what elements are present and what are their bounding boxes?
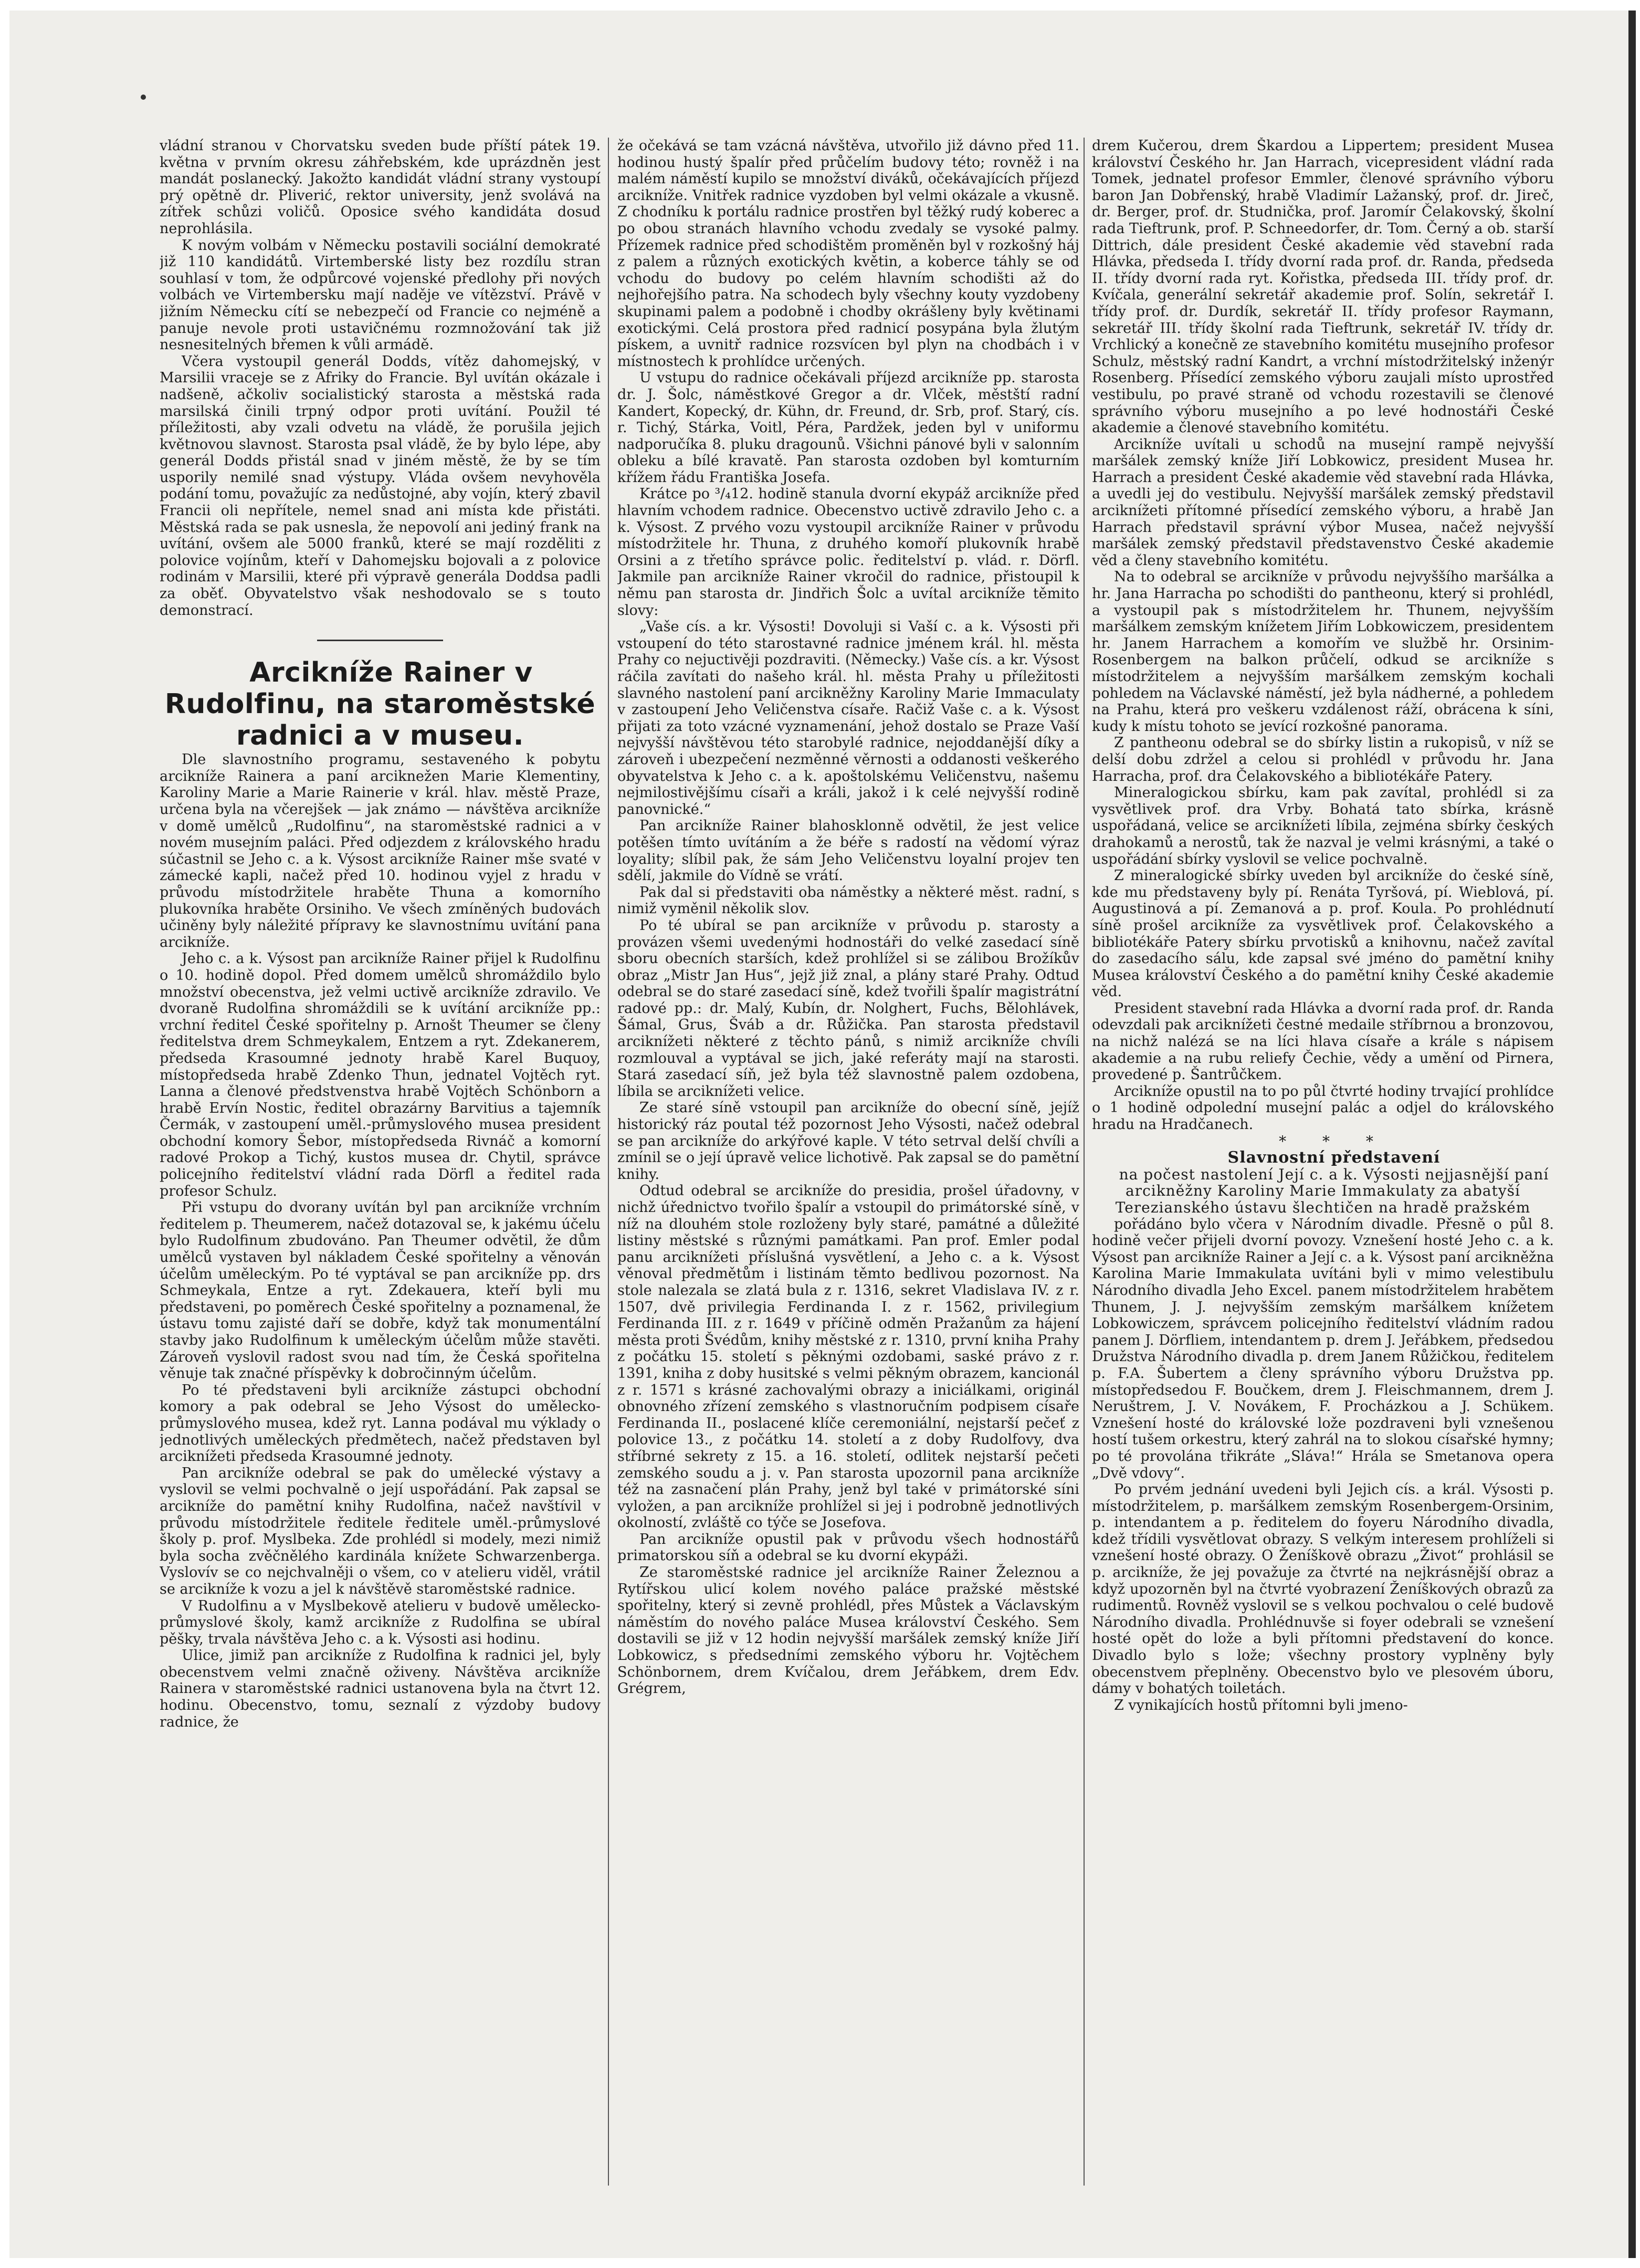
paragraph: pořádáno bylo včera v Národním divadle. Přesně o půl 8. hodině večer přijeli dvorní povozy. Vznešení hosté Jeho c. a k. Výsost pan arcikníže Rainer a Její c. a k. Výsost paní arcikněžna Karolina Marie Immakulata uvítáni byli v mimo velestibulu Národního divadla Jeho Excel. panem místodržitelem hrabětem Thunem, J. J. nejvyšším zemským maršálkem knížetem Lobkowiczem, správcem policejního ředitelství vládním radou panem J. Dörfliem, intendantem p. drem J. Jeřábkem, předsedou Družstva Národního divadla p. drem Janem Růžičkou, ředitelem p. F.A. Šubertem a členy správního výboru Družstva pp. místopředsedou F. Boučkem, drem J. Fleischmannem, drem J. Neruštrem, J. V. Novákem, F. Procházkou a J. Schükem. Vznešení hosté do královské lože pozdraveni byli vznešenou hostí tušem orkestru, který zahrál na to slokou císařské hymny; po té provolána třikráte „Sláva!“ Hrála se Smetanova opera „Dvě vdovy“.	[1092, 1216, 1554, 1481]
paragraph: drem Kučerou, drem Škardou a Lippertem; president Musea království Českého hr. Jan Harrach, vicepresident vládní rada Tomek, jednatel profesor Emmler, členové správního výboru baron Jan Dobřenský, hrabě Vladimír Lažanský, prof. dr. Jireč, dr. Berger, prof. dr. Studnička, prof. Jaromír Čelakovský, školní rada Tieftrunk, prof. P. Schneedorfer, dr. Tom. Černý a ob. starší Dittrich, dále president České akademie věd stavební rada Hlávka, předseda I. třídy dvorní rada prof. dr. Randa, předseda II. třídy dvorní rada ryt. Kořistka, předseda III. třídy prof. dr. Kvíčala, generální sekretář akademie prof. Solín, sekretář I. třídy prof. dr. Durdík, sekretář II. třídy profesor Raymann, sekretář III. třídy školní rada Tieftrunk, sekretář IV. třídy dr. Vrchlický a konečně ze stavebního komitétu musejního profesor Schulz, městský radní Kandrt, a vrchní místodržitelský inženýr Rosenberg. Přísedící zemského výboru zaujali místo uprostřed vestibulu, po pravé straně od vchodu rozestavili se členové správního výboru musejního a po levé hodnostáři České akademie a členové stavebního komitétu.	[1092, 138, 1554, 436]
column-divider	[608, 138, 609, 2186]
paragraph: Po té představeni byli arcikníže zástupci obchodní komory a pak odebral se Jeho Výsost do umělecko-průmyslového musea, kdež ryt. Lanna podával mu výklady o jednotlivých uměleckých předmětech, načež představen byl arciknížeti předseda Krasoumné jednoty.	[160, 1382, 601, 1465]
subhead-description: na počest nastolení Její c. a k. Výsosti nejjasnější paní arcikněžny Karoliny Marie Immakulaty za abatyší Terezianského ústavu šlechtičen na hradě pražském	[1115, 1165, 1549, 1216]
paragraph: Pan arcikníže odebral se pak do umělecké výstavy a vyslovil se velmi pochvalně o její uspořádání. Pak zapsal se arcikníže do pamětní knihy Rudolfina, načež navštívil v průvodu místodržitele ředitele ředitele uměl.-průmyslové školy p. prof. Myslbeka. Zde prohlédl si modely, mezi nimiž byla socha zvěčnělého kardinála knížete Schwarzenberga. Vyslovív se co nejchvalněji o všem, co v atelieru viděl, vrátil se arcikníže k vozu a jel k návštěvě staroměstské radnice.	[160, 1465, 601, 1597]
paragraph: Dle slavnostního programu, sestaveného k pobytu arcikníže Rainera a paní arciknežen Marie Klementiny, Karoliny Marie a Marie Rainerie v král. hlav. městě Praze, určena byla na včerejšek — jak známo — návštěva arcikníže v domě umělců „Rudolfinu“, na staroměstské radnici a v novém musejním paláci. Před odjezdem z královského hradu súčastnil se Jeho c. a k. Výsost arcikníže Rainer mše svaté v zámecké kapli, načež před 10. hodinou vyjel z hradu v průvodu místodržitele hraběte Thuna a komorního plukovníka hraběte Orsiniho. Ve všech zmíněných budovách učiněny byly náležité přípravy ke slavnostnímu uvítání pana arcikníže.	[160, 751, 601, 950]
paragraph: Pan arcikníže Rainer blahosklonně odvětil, že jest velice potěšen tímto uvítáním a že béře s radostí na vědomí výraz loyality; slíbil pak, že sám Jeho Veličenstvu loyalní projev ten sdělí, jakmile do Vídně se vrátí.	[617, 818, 1079, 884]
paragraph: „Vaše cís. a kr. Výsosti! Dovoluji si Vaší c. a k. Výsosti při vstoupení do této starostavné radnice jménem král. hl. města Prahy co nejuctivěji pozdraviti. (Německy.) Vaše cís. a kr. Výsost ráčila zavítati do našeho král. hl. města Prahy u příležitosti slavného nastolení paní arcikněžny Karoliny Marie Immaculaty v zastoupení Jeho Veličenstva císaře. Račiž Vaše c. a k. Výsost přijati za toto vzácné vyznamenání, jehož dostalo se Praze Vaší nejvyšší návštěvou této starobylé radnice, nejoddanější díky a zároveň i ubezpečení nezměnné věrnosti a oddanosti veškerého obyvatelstva k Jeho c. a k. apoštolskému Veličenstvu, našemu nejmilostivějšímu císaři a králi, jakož i k celé nejvyšší rodině panovnické.“	[617, 619, 1079, 818]
paragraph: Jeho c. a k. Výsost pan arcikníže Rainer přijel k Rudolfinu o 10. hodině dopol. Před domem umělců shromáždilo bylo množství obecenstva, jež velmi uctivě arcikníže zdravilo. Ve dvoraně Rudolfina shromáždili se k uvítání arcikníže pp.: vrchní ředitel České spořitelny p. Arnošt Theumer se členy ředitelstva drem Schmeykalem, Entzem a ryt. Zdekanerem, předseda Krasoumné jednoty hrabě Karel Buquoy, místopředseda hrabě Zdenko Thun, jednatel Vojtěch ryt. Lanna a členové předstvenstva hrabě Vojtěch Schönborn a hrabě Ervín Nostic, ředitel obrazárny Barvitius a tajemník Čermák, v zastoupení uměl.-průmyslového musea president obchodní komory Šebor, místopředseda Rivnáč a komorní radové Prokop a Tichý, kustos musea dr. Chytil, správce policejního ředitelství vládní rada Dörfl a ředitel rada profesor Schulz.	[160, 950, 601, 1199]
paragraph: Při vstupu do dvorany uvítán byl pan arcikníže vrchním ředitelem p. Theumerem, načež dotazoval se, k jakému účelu bylo Rudolfinum zbudováno. Pan Theumer odvětil, že dům umělců vystaven byl nákladem České spořitelny a věnován účelům uměleckým. Po té vyptával se pan arcikníže pp. drs Schmeykala, Entze a ryt. Zdekauera, kteří byli mu představeni, po poměrech České spořitelny a poznamenal, že ústavu tomu zajisté daří se dobře, když tak monumentální stavby jako Rudolfinum k uměleckým účelům může stavěti. Zároveň vyslovil radost svou nad tím, že Česká spořitelna věnuje tak značné příspěvky k dobročinným účelům.	[160, 1199, 601, 1382]
paragraph: Odtud odebral se arcikníže do presidia, prošel úřadovny, v nichž úřednictvo tvořilo špalír a vstoupil do primátorské síně, v níž na dlouhém stole rozloženy byly staré, památné a důležité listiny městské s různými památkami. Pan prof. Emler podal panu arciknížeti příslušná vysvětlení, a Jeho c. a k. Výsost věnoval předmětům i listinám těmto bedlivou pozornost. Na stole nalezala se zlatá bula z r. 1316, sekret Vladislava IV. z r. 1507, dvě privilegia Ferdinanda I. z r. 1562, privilegium Ferdinanda III. z r. 1649 v příčině odměn Pražanům za hájení města proti Švédům, knihy městské z r. 1310, první kniha Prahy z počátku 15. století s pěknými ozdobami, saské právo z r. 1391, kniha z doby husitské s velmi pěkným obrazem, kancionál z r. 1571 s krásné zachovalými obrazy a iniciálkami, originál obnovného zřízení zemského s vlastnoručním podpisem císaře Ferdinanda II., poslacené klíče ceremoniální, nejstarší pečeť z polovice 13., z počátku 14. století a z doby Rudolfovy, dva stříbrné sekrety z 15. a 16. století, odlitek nejstarší pečeti zemského soudu a j. v. Pan starosta upozornil pana arcikníže též na zasnačení plán Prahy, jenž byl také v primátorské síni vyložen, a pan arcikníže prohlížel si jej i podrobně jednotlivých okolností, zvláště co týče se Josefova.	[617, 1183, 1079, 1531]
paragraph: Pan arcikníže opustil pak v průvodu všech hodnostářů primatorskou síň a odebral se ku dvorní ekypáži.	[617, 1531, 1079, 1564]
paragraph: V Rudolfinu a v Myslbekově atelieru v budově umělecko-průmyslové školy, kamž arcikníže z Rudolfina se ubíral pěšky, trvala návštěva Jeho c. a k. Výsosti asi hodinu.	[160, 1597, 601, 1647]
paragraph: Pak dal si představiti oba náměstky a některé měst. radní, s nimiž vyměnil několik slov.	[617, 884, 1079, 917]
paragraph: že očekává se tam vzácná návštěva, utvořilo již dávno před 11. hodinou hustý špalír před průčelím budovy této; rovněž i na malém náměstí kupilo se množství diváků, očekávajících příjezd arcikníže. Vnitřek radnice vyzdoben byl velmi okázale a vkusně. Z chodníku k portálu radnice prostřen byl těžký rudý koberec a po obou stranách hlavního vchodu zvedaly se vysoké palmy. Přízemek radnice před schodištěm proměněn byl v rozkošný háj z palem a různých exotických květin, a koberce táhly se od vchodu do budovy po celém hlavním schodišti až do nejhořejšího patra. Na schodech byly všechny kouty vyzdobeny skupinami palem a podobně i chodby okrášleny byly květinami exotickými. Celá prostora před radnicí posypána byla žlutým pískem, a uvnitř radnice rozsvícen byl plyn na chodbách i v místnostech k prohlídce určených.	[617, 138, 1079, 370]
paragraph: Mineralogickou sbírku, kam pak zavítal, prohlédl si za vysvětlivek prof. dra Vrby. Bohatá tato sbírka, krásně uspořádaná, velice se arciknížeti líbila, zejména sbírky českých drahokamů a nerostů, tak že nazval je velmi krásnými, a také o uspořádání sbírky vyslovil se velice pochvalně.	[1092, 785, 1554, 868]
column-3	[1092, 138, 1554, 2186]
page-speck	[141, 95, 146, 100]
paragraph: Včera vystoupil generál Dodds, vítěz dahomejský, v Marsilii vraceje se z Afriky do Francie. Byl uvítán okázale i nadšeně, ačkoliv socialistický starosta a městská rada marsilská činili trpný odpor proti uvítání. Použil té příležitosti, aby vzali odvetu na vládě, že porušila jejich květnovou slavnost. Starosta psal vládě, že by bylo lépe, aby generál Dodds přistál snad v jiném městě, že by se tím usporily nemilé snad výstupy. Vláda ovšem nevyhověla podání tomu, považujíc za nedůstojné, aby vojín, který zbavil Francii oli nepřítele, nemel snad ani místa kde přistáti. Městská rada se pak usnesla, že nepovolí ani jediný frank na uvítání, ovšem ale 5000 franků, které se mají rozděliti z polovice vojínům, kteří v Dahomejsku bojovali a z polovice rodinám v Marsilii, které při výpravě generála Doddsa padli za oběť. Obyvatelstvo však neshodovalo se s touto demonstrací.	[160, 353, 601, 619]
section-rule	[317, 640, 443, 641]
column-2	[617, 138, 1079, 2186]
paragraph: K novým volbám v Německu postavili sociální demokraté již 110 kandidátů. Virtemberské listy bez rozdílu stran souhlasí v tom, že odpůrcové vojenské předlohy při nových volbách ve Virtembersku mají naděje ve vítězství. Právě v jižním Německu cítí se nebezpečí od Francie co nejméně a panuje nevole proti ustavičnému rozmnožování tak již nesnesitelných břemen k vůli armádě.	[160, 237, 601, 353]
paragraph: Arcikníže opustil na to po půl čtvrté hodiny trvající prohlídce o 1 hodině odpolední musejní palác a odjel do královského hradu na Hradčanech.	[1092, 1083, 1554, 1133]
paragraph: Z vynikajících hostů přítomni byli jmeno-	[1114, 1697, 1408, 1713]
paragraph: President stavební rada Hlávka a dvorní rada prof. dr. Randa odevzdali pak arciknížeti čestné medaile stříbrnou a bronzovou, na nichž nalézá se na líci hlava císaře a krále s nápisem akademie a na rubu reliefy Čechie, vědy a umění od Pirnera, provedené p. Šantrůčkem.	[1092, 1000, 1554, 1083]
paragraph: vládní stranou v Chorvatsku sveden bude příští pátek 19. května v prvním okresu záhřebském, kde uprázdněn jest mandát poslanecký. Jakožto kandidát vládní strany vystoupí prý opětně dr. Pliverić, rektor university, jenž svolává na zítřek schůzi voličů. Oposice svého kandidáta dosud neprohlásila.	[160, 138, 601, 237]
paragraph: Ze staré síně vstoupil pan arcikníže do obecní síně, jejíž historický ráz poutal též pozornost Jeho Výsosti, načež odebral se pan arcikníže do arkýřové kaple. V této setrval delší chvíli a zmínil se o její úpravě velice lichotivě. Pak zapsal se do pamětní knihy.	[617, 1100, 1079, 1183]
paragraph: Ze staroměstské radnice jel arcikníže Rainer Železnou a Rytířskou ulicí kolem nového paláce pražské městské spořitelny, který si zevně prohlédl, přes Můstek a Václavským náměstím do nového paláce Musea království Českého. Sem dostavili se již v 12 hodin nejvyšší maršálek zemský kníže Jiří Lobkowicz, s předsedními zemského výboru hr. Vojtěchem Schönbornem, drem Kvíčalou, drem Jeřábkem, drem Edv. Grégrem,	[617, 1564, 1079, 1697]
section-subhead: Slavnostní představení	[1227, 1148, 1441, 1167]
paragraph: Krátce po ³/₄12. hodině stanula dvorní ekypáž arcikníže před hlavním vchodem radnice. Obecenstvo uctivě zdravilo Jeho c. a k. Výsost. Z prvého vozu vystoupil arcikníže Rainer v průvodu místodržitele hr. Thuna, z druhého komoří plukovník hrabě Orsini a z třetího správce polic. ředitelství p. vlád. r. Dörfl. Jakmile pan arcikníže Rainer vkročil do radnice, přistoupil k němu pan starosta dr. Jindřich Šolc a uvítal arcikníže těmito slovy:	[617, 486, 1079, 619]
paragraph: Z pantheonu odebral se do sbírky listin a rukopisů, v níž se delší dobu zdržel a celou si prohlédl v průvodu hr. Jana Harracha, prof. dra Čelakovského a bibliotékáře Patery.	[1092, 735, 1554, 785]
column-divider	[1084, 138, 1085, 2186]
paragraph: Po té ubíral se pan arcikníže v průvodu p. starosty a provázen všemi uvedenými hodnostáři do velké zasedací síně sboru obecních starších, kdež prohlížel si se zálibou Brožíkův obraz „Mistr Jan Hus“, jejž již znal, a plány staré Prahy. Odtud odebral se do staré zasedací síně, kdež tvořili špalír magistrátní radové pp.: dr. Malý, Kubín, dr. Nolghert, Fuchs, Bělohlávek, Šámal, Grus, Šváb a dr. Růžička. Pan starosta představil arciknížeti některé z těchto pánů, s nimiž arcikníže chvíli rozmlouval a vyptával se jich, jaké referáty mají na starosti. Stará zasedací síň, jež byla též slavnostně palem ozdobena, líbila se arciknížeti velice.	[617, 917, 1079, 1100]
paragraph: U vstupu do radnice očekávali příjezd arcikníže pp. starosta dr. J. Šolc, náměstkové Gregor a dr. Vlček, městští radní Kandert, Kopecký, dr. Kühn, dr. Freund, dr. Srb, prof. Starý, cís. r. Tichý, Stárka, Voitl, Péra, Pardžek, jeden byl v uniformu nadporučíka 8. pluku dragounů. Všichni pánové byli v salonním obleku a bílé kravatě. Pan starosta ozdoben byl komturním křížem řádu Františka Josefa.	[617, 370, 1079, 486]
section-stars: * * *	[1279, 1132, 1389, 1150]
paragraph: Ulice, jimiž pan arcikníže z Rudolfina k radnici jel, byly obecenstvem velmi značně oživeny. Návštěva arcikníže Rainera v staroměstské radnici ustanovena byla na čtvrt 12. hodinu. Obecenstvo, tomu, seznalí z výzdoby budovy radnice, že	[160, 1647, 601, 1730]
paragraph: Po prvém jednání uvedeni byli Jejich cís. a král. Výsosti p. místodržitelem, p. maršálkem zemským Rosenbergem-Orsinim, p. intendantem a p. ředitelem do foyeru Národního divadla, kdež třídili vysvětlovat obrazy. S velkým interesem prohlíželi si vznešení hosté obrazy. O Ženíškově obrazu „Život“ prohlásil se p. arcikníže, že jej považuje za čtvrté na nejkrásnější obraz a když upozorněn byl na čtvrté vyobrazení Ženíškových obrazů za rudimentů. Rovněž vyslovil se s velkou pochvalou o celé budově Národního divadla. Prohlédnuvše si foyer odebrali se vznešení hosté opět do lože a byli přítomni představení do konce. Divadlo bylo s lože; všechny prostory vyplněny byly obecenstvem přeplněny. Obecenstvo bylo ve plesovém úboru, dámy v bohatých toiletách.	[1092, 1481, 1554, 1697]
article-headline: Arcikníže Rainer v Rudolfinu, na staroměstské radnici a v museu.	[164, 657, 596, 752]
paragraph: Na to odebral se arcikníže v průvodu nejvyššího maršálka a hr. Jana Harracha po schodišti do pantheonu, který si prohlédl, a vystoupil pak s místodržitelem hr. Thunem, nejvyšším maršálkem zemským knížetem Jiřím Lobkowiczem, presidentem hr. Janem Harrachem a komořím ve službě hr. Orsinim-Rosenbergem na balkon průčelí, odkud se arcikníže s místodržitelem a nejvyšším maršálkem zemským kochali pohledem na Václavské náměstí, jež byla nádherné, a pohledem na Prahu, která pro veškeru vzdálenost ráží, obrácena k síni, kudy k místu tohoto se jevící rozkošné panorama.	[1092, 569, 1554, 735]
paragraph: Arcikníže uvítali u schodů na musejní rampě nejvyšší maršálek zemský kníže Jiří Lobkowicz, president Musea hr. Harrach a president České akademie věd stavební rada Hlávka, a uvedli jej do vestibulu. Nejvyšší maršálek zemský představil arciknížeti přítomné přísedící zemského výboru, a hrabě Jan Harrach představil správní výbor Musea, načež nejvyšší maršálek zemský představil představenstvo České akademie věd a členy stavebního komitétu.	[1092, 436, 1554, 569]
paragraph: Z mineralogické sbírky uveden byl arcikníže do české síně, kde mu představeny byly pí. Renáta Tyršová, pí. Wieblová, pí. Augustinová a pí. Zemanová a p. prof. Koula. Po prohlédnutí síně prošel arcikníže za vysvětlivek prof. Čelakovského a bibliotékáře Patery sbírku prvotisků a knihovnu, načež zavítal do zasedacího sálu, kde zapsal své jméno do pamětní knihy Musea království Českého a do pamětní knihy České akademie věd.	[1092, 868, 1554, 1000]
column-1	[160, 138, 601, 2186]
